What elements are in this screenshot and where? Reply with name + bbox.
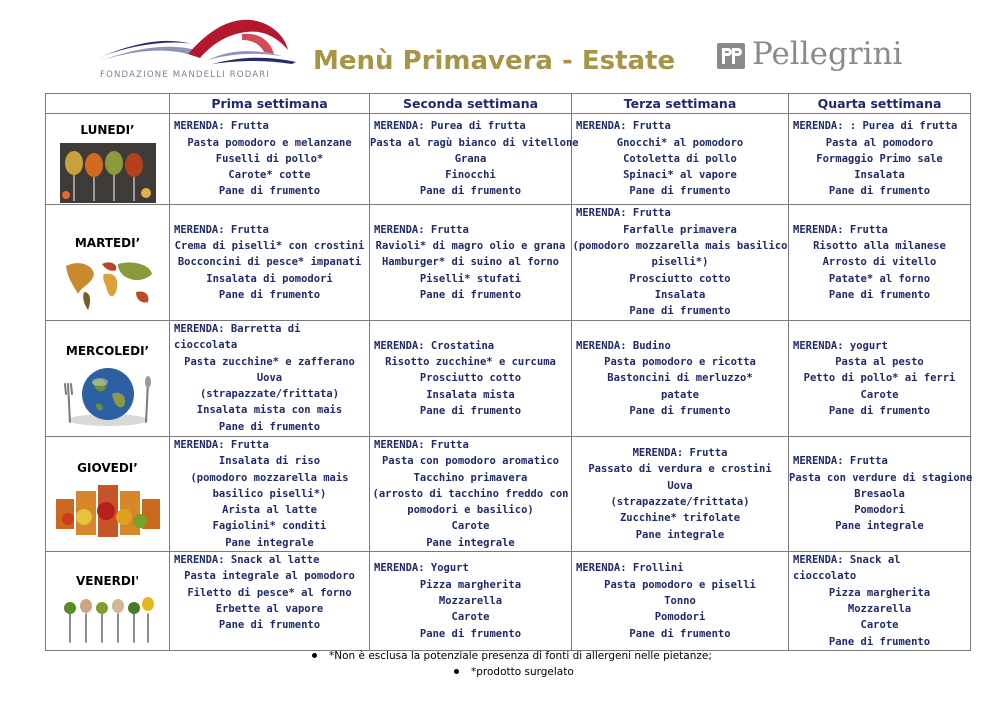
dish-line: Pomodori (654, 611, 706, 624)
dish-line: (strapazzate/frittata) (199, 388, 340, 401)
dish-line: Pane integrale (225, 536, 314, 549)
dish-line: Pane di frumento (629, 627, 731, 640)
snack-line: MERENDA: Frutta (374, 439, 469, 451)
day-name: VENERDI' (75, 574, 140, 589)
dish-line: Pasta pomodoro e ricotta (604, 356, 756, 369)
foundation-name: FONDAZIONE MANDELLI RODARI (100, 70, 271, 80)
meal-cell (170, 437, 370, 552)
dish-line: (arrosto di tacchino freddo con (372, 487, 569, 500)
dish-line: Pasta con pomodoro aromatico (381, 455, 559, 468)
bullet-icon (454, 669, 459, 674)
day-row-tuesday (46, 205, 971, 321)
dish-line: Mozzarella (847, 603, 912, 616)
fruit-panels-image (54, 481, 162, 541)
globe-plate-image (56, 364, 160, 428)
meal-cell (789, 114, 971, 205)
dish-line: Pane di frumento (419, 627, 522, 640)
meal-cell (572, 114, 789, 205)
snack-line: MERENDA: Frutta (374, 223, 469, 236)
meal-cell (370, 437, 572, 552)
dish-line: Pane di frumento (218, 288, 321, 301)
dish-line: Pasta al pomodoro (825, 136, 934, 149)
day-name: MERCOLEDI’ (65, 344, 150, 358)
dish-line: Gnocchi* al pomodoro (616, 136, 744, 149)
dish-line: Carote (451, 611, 490, 624)
dish-line: Prosciutto cotto (419, 372, 522, 385)
dish-line: Prosciutto cotto (629, 272, 731, 285)
page-title: Menù Primavera - Estate (313, 46, 676, 76)
dish-line: Piselli* stufati (419, 272, 522, 285)
dish-line: Bresaola (854, 487, 905, 500)
snack-line: MERENDA: Frollini (576, 562, 684, 575)
dish-line: Pane integrale (835, 520, 924, 533)
snack-line: MERENDA: Snack al (793, 554, 901, 567)
dish-line: Zucchine* trifolate (619, 512, 741, 525)
dish-line: (pomodoro mozzarella mais basilico (572, 240, 788, 253)
dish-line: Mozzarella (438, 594, 503, 607)
dish-line: Fuselli di pollo* (215, 152, 324, 165)
day-row-monday (46, 114, 971, 205)
dish-line: Pane di frumento (629, 305, 731, 318)
meal-cell (789, 437, 971, 552)
day-cell-tuesday (46, 205, 170, 321)
week-header-row (46, 94, 971, 114)
fondazione-logo (92, 14, 302, 80)
snack-line: MERENDA: Frutta (576, 207, 671, 220)
snack-line: MERENDA: Frutta (793, 223, 888, 236)
meal-cell (572, 205, 789, 321)
dish-line: Pane di frumento (419, 185, 522, 198)
dish-line: Bastoncini di merluzzo* (607, 372, 753, 385)
meal-cell (789, 205, 971, 321)
day-name: MARTEDI’ (74, 235, 141, 250)
pellegrini-logo-icon (716, 42, 746, 70)
dish-line: pomodori e basilico) (407, 504, 534, 517)
meal-cell (170, 552, 370, 651)
dish-line: Carote (860, 388, 899, 401)
dish-line: Arista al latte (222, 504, 317, 517)
dish-line: Hamburger* di suino al forno (381, 256, 559, 269)
dish-line: Pane di frumento (419, 288, 522, 301)
dish-line: Pasta pomodoro e piselli (604, 578, 756, 591)
snack-line: MERENDA: yogurt (793, 339, 888, 352)
day-cell-thursday (46, 437, 170, 552)
day-name: LUNEDI’ (80, 123, 135, 137)
frozen-note (454, 666, 574, 678)
day-cell-wednesday (46, 321, 170, 437)
day-row-wednesday (46, 321, 971, 437)
meal-cell (170, 205, 370, 321)
meal-cell (572, 321, 789, 437)
dish-line: Pasta al pesto (835, 356, 924, 369)
snack-line: MERENDA: Yogurt (374, 562, 469, 575)
dish-line: Pane di frumento (828, 404, 931, 417)
dish-line: Insalata (854, 169, 905, 182)
forks-vegetables-image (60, 594, 156, 644)
week-header-1: Prima settimana (170, 94, 370, 114)
snack-line: cioccolata (174, 339, 238, 352)
meal-cell (370, 205, 572, 321)
dish-line: (strapazzate/frittata) (610, 496, 750, 509)
meal-cell (370, 321, 572, 437)
dish-line: Filetto di pesce* al forno (187, 586, 352, 599)
dish-line: Insalata di pomodori (206, 272, 333, 285)
day-row-thursday (46, 437, 971, 552)
brand-name: Pellegrini (752, 36, 903, 72)
snack-line: MERENDA: Frutta (576, 120, 671, 133)
dish-line: patate (661, 388, 699, 401)
dish-line: Petto di pollo* ai ferri (803, 372, 956, 385)
world-map-spices-image (58, 256, 158, 312)
dish-line: Fagiolini* conditi (212, 520, 327, 533)
dish-line: Spinaci* al vapore (623, 169, 737, 182)
dish-line: Pane di frumento (828, 635, 931, 648)
snack-line: MERENDA: Barretta di (174, 323, 301, 335)
dish-line: Erbette al vapore (215, 602, 324, 615)
meal-cell (789, 552, 971, 651)
dish-line: Carote (451, 520, 490, 533)
dish-line: Pizza margherita (828, 586, 931, 599)
dish-line: Pane di frumento (828, 185, 931, 198)
page-header (0, 0, 992, 92)
snack-line: MERENDA: Crostatina (374, 339, 495, 352)
dish-line: Pane di frumento (419, 404, 522, 417)
dish-line: Pasta pomodoro e melanzane (187, 136, 352, 149)
dish-line: Passato di verdura e crostini (588, 463, 772, 476)
week-header-3: Terza settimana (572, 94, 789, 114)
dish-line: Pane integrale (635, 528, 725, 541)
dish-line: Pane integrale (426, 536, 515, 549)
dish-line: Crema di piselli* con crostini (174, 240, 365, 253)
meal-cell (572, 552, 789, 651)
dish-line: Carote* cotte (228, 169, 311, 182)
dish-line: Tonno (664, 594, 696, 607)
dish-line: Insalata mista con mais (196, 404, 343, 417)
dish-line: Ravioli* di magro olio e grana (375, 240, 566, 253)
week-header-4: Quarta settimana (789, 94, 971, 114)
corner-cell (46, 94, 170, 114)
dish-line: Bocconcini di pesce* impanati (177, 256, 362, 269)
dish-line: Farfalle primavera (623, 223, 737, 236)
dish-line: Carote (860, 619, 899, 632)
dish-line: basilico piselli*) (212, 487, 327, 500)
dish-line: Pomodori (854, 504, 905, 517)
meal-cell (370, 114, 579, 205)
dish-line: Risotto zucchine* e curcuma (385, 356, 556, 369)
dish-line: Pane di frumento (629, 404, 731, 417)
dish-line: Pane di frumento (828, 288, 931, 301)
dish-line: Pane di frumento (629, 185, 731, 198)
dish-line: Pane di frumento (218, 619, 321, 632)
dish-line: Pasta integrale al pomodoro (184, 570, 355, 583)
snack-line: MERENDA: Purea di frutta (374, 120, 526, 133)
snack-line: MERENDA: Frutta (174, 439, 269, 451)
frozen-note-text: *prodotto surgelato (471, 666, 574, 678)
meal-cell (370, 552, 572, 651)
dish-line: Insalata di riso (218, 455, 321, 468)
meal-cell (572, 437, 789, 552)
dish-line: Pane di frumento (218, 185, 321, 198)
dish-line: Pane di frumento (218, 420, 321, 433)
allergen-note (312, 650, 712, 662)
day-cell-monday (46, 114, 170, 205)
dish-line: Finocchi (445, 169, 496, 182)
dish-line: Tacchino primavera (413, 471, 528, 484)
dish-line: Insalata (654, 288, 706, 301)
dish-line: Pizza margherita (419, 578, 522, 591)
snack-line: MERENDA: Frutta (793, 455, 888, 468)
spice-spoons-image (60, 143, 156, 203)
day-row-friday (46, 552, 971, 651)
meal-cell (170, 114, 370, 205)
dish-line: Grana (454, 152, 487, 165)
dish-line: (pomodoro mozzarella mais (190, 471, 349, 484)
meal-cell (789, 321, 971, 437)
menu-table (45, 93, 971, 651)
dish-line: Pasta con verdure di stagione (789, 471, 973, 484)
dish-line: Cotoletta di pollo (623, 152, 737, 165)
snack-line: MERENDA: Snack al latte (174, 554, 320, 567)
snack-line: cioccolato (793, 570, 857, 583)
bullet-icon (312, 653, 317, 658)
fondazione-logo-mark (92, 14, 302, 74)
week-header-2: Seconda settimana (370, 94, 572, 114)
dish-line: Risotto alla milanese (813, 240, 946, 253)
dish-line: piselli*) (651, 256, 709, 269)
meal-cell (170, 321, 370, 437)
snack-line: MERENDA: Frutta (174, 120, 269, 133)
dish-line: Uova (667, 479, 693, 492)
dish-line: Pasta al ragù bianco di vitellone (370, 136, 579, 149)
snack-line: MERENDA: Frutta (174, 223, 269, 236)
allergen-note-text: *Non è esclusa la potenziale presenza di fonti di allergeni nelle pietanze; (329, 650, 712, 662)
snack-line: MERENDA: Budino (576, 339, 671, 352)
day-cell-friday (46, 552, 170, 651)
snack-line: MERENDA: : Purea di frutta (793, 120, 958, 133)
dish-line: Pasta zucchine* e zafferano (184, 355, 355, 368)
dish-line: Formaggio Primo sale (816, 152, 943, 165)
day-name: GIOVEDI’ (77, 461, 138, 476)
snack-line: MERENDA: Frutta (632, 447, 728, 460)
dish-line: Patate* al forno (828, 272, 931, 285)
dish-line: Insalata mista (426, 388, 515, 401)
dish-line: Arrosto di vitello (822, 256, 937, 269)
dish-line: Uova (256, 371, 283, 384)
